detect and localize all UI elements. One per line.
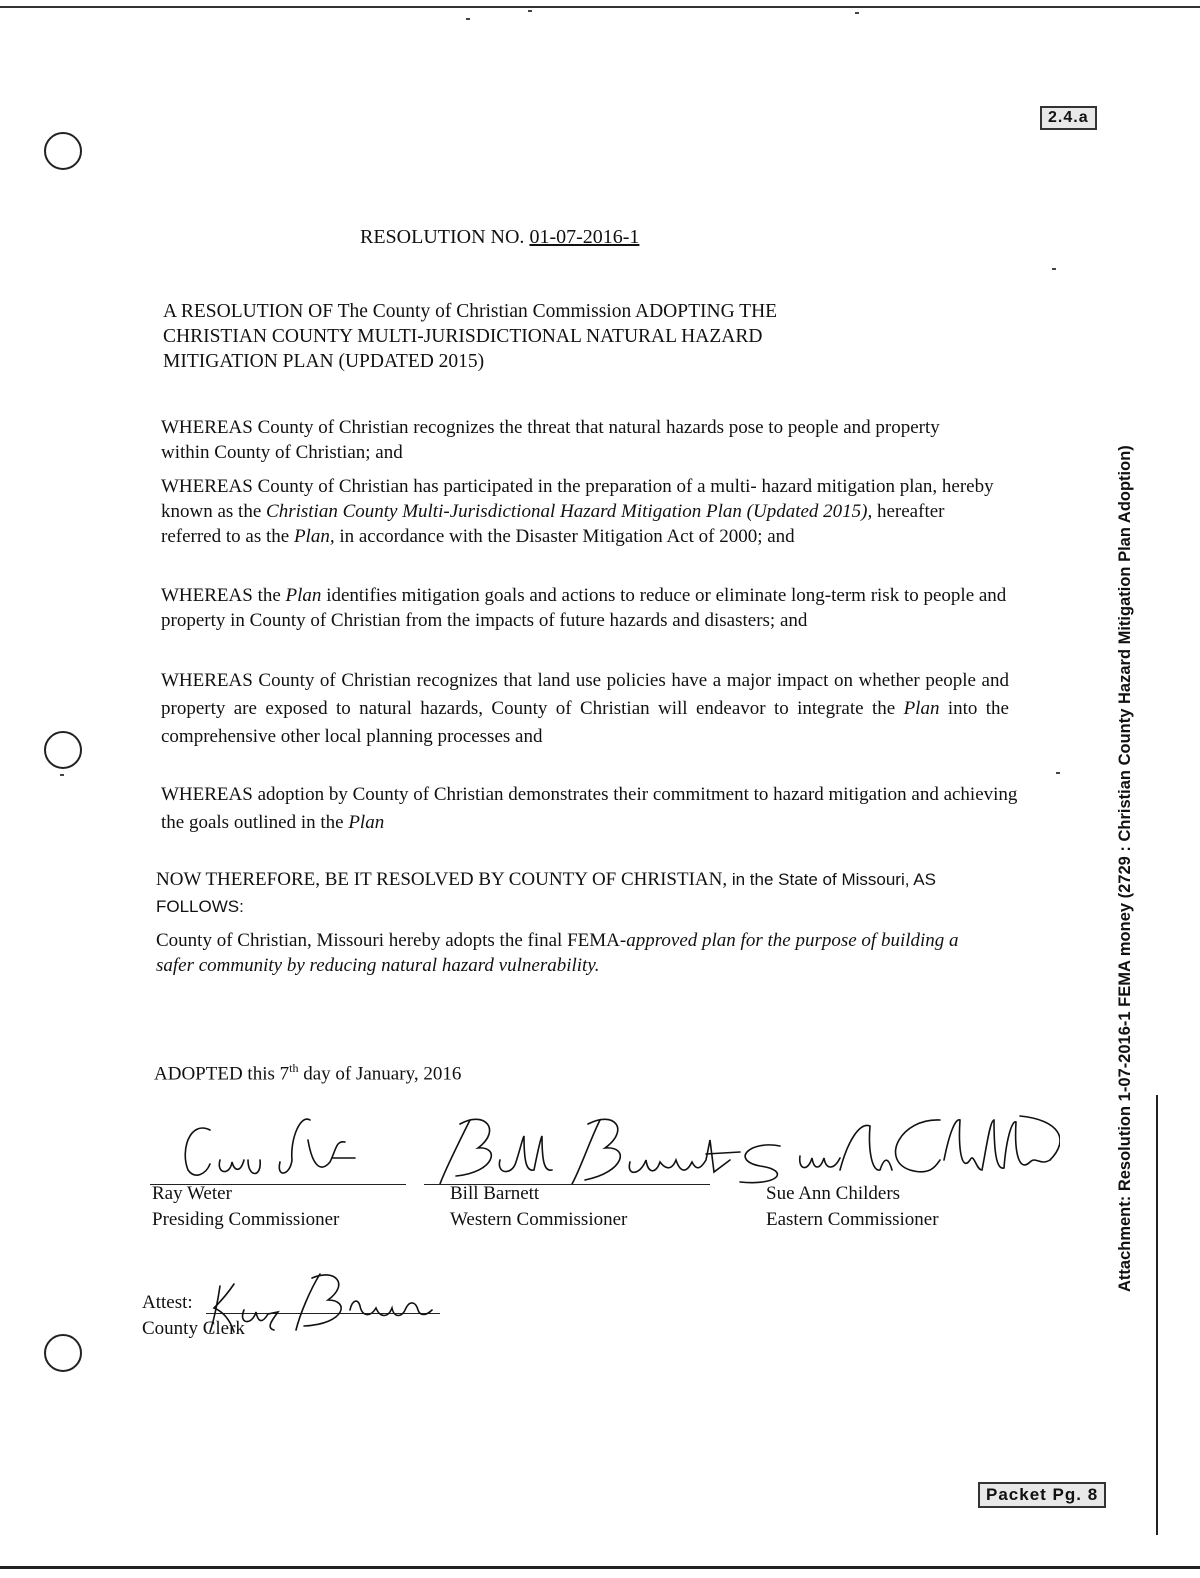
clerk-signature-image <box>200 1260 450 1340</box>
scan-border-top <box>0 6 1200 8</box>
adopted-text: ADOPTED this 7 <box>154 1063 290 1085</box>
signatory-title: Presiding Commissioner <box>152 1209 340 1230</box>
heading-line: CHRISTIAN COUNTY MULTI-JURISDICTIONAL NATURAL HAZARD <box>163 326 763 347</box>
resolution-number: 01-07-2016-1 <box>529 226 640 248</box>
attest-title: County Clerk <box>142 1318 245 1339</box>
scan-margin-line <box>1156 1095 1158 1535</box>
scan-speck <box>466 18 470 20</box>
paragraph-text: into the comprehensive other local planning processes and <box>161 698 1009 747</box>
signatory-block-3 <box>766 1181 939 1233</box>
signatory-name: Bill Barnett <box>450 1183 540 1204</box>
resolution-label: RESOLUTION NO. <box>360 226 525 248</box>
whereas-paragraph-4 <box>161 667 1009 751</box>
plan-title: Christian County Multi-Jurisdictional Hazard Mitigation Plan (Updated 2015), <box>266 501 873 522</box>
paragraph-text: County of Christian, Missouri hereby adopts the final FEMA- <box>156 930 627 951</box>
adopted-date <box>154 1056 461 1086</box>
resolved-text-sans: in the State of Missouri, AS FOLLOWS: <box>156 870 936 916</box>
scan-speck <box>1052 268 1056 270</box>
paragraph-text: WHEREAS County of Christian has participated in the preparation of a multi- hazard mitigation plan, hereby known as the <box>161 476 994 522</box>
signatory-title: Western Commissioner <box>450 1209 628 1230</box>
whereas-paragraph-1 <box>161 415 981 465</box>
packet-page-stamp: Packet Pg. 8 <box>978 1482 1106 1508</box>
signatory-name: Ray Weter <box>152 1183 232 1204</box>
paragraph-text: in accordance with the Disaster Mitigation Act of 2000; and <box>334 526 795 547</box>
punch-hole-icon <box>44 1334 82 1372</box>
scan-speck <box>1056 772 1060 774</box>
paragraph-text: WHEREAS adoption by County of Christian demonstrates their commitment to hazard mitigation and achieving the goals outlined in the <box>161 784 1018 833</box>
plan-reference: Plan, <box>293 526 335 547</box>
resolution-heading <box>163 299 883 374</box>
paragraph-text: WHEREAS County of Christian recognizes that land use policies have a major impact on whether people and property are exposed to natural hazards, County of Christian will endeavor to integrate the <box>161 670 1009 719</box>
punch-hole-icon <box>44 132 82 170</box>
signatory-name: Sue Ann Childers <box>766 1183 901 1204</box>
resolved-clause <box>156 866 956 920</box>
agenda-item-stamp: 2.4.a <box>1040 106 1097 130</box>
resolved-text: NOW THEREFORE, BE IT RESOLVED BY COUNTY OF CHRISTIAN, <box>156 869 728 890</box>
scan-border-bottom <box>0 1566 1200 1569</box>
scan-speck <box>855 12 859 14</box>
paragraph-text: identifies mitigation goals and actions to reduce or eliminate long-term risk to people and property in County of Christian from the impacts of future hazards and disasters; and <box>161 585 1007 631</box>
attachment-sidebar-label: Attachment: Resolution 1-07-2016-1 FEMA money (2729 : Christian County Hazard Mitigation Plan Adoption) <box>1116 445 1134 1292</box>
heading-line: A RESOLUTION OF The County of Christian Commission ADOPTING THE <box>163 301 778 322</box>
plan-reference: Plan <box>285 585 322 606</box>
ordinal-suffix: th <box>289 1061 299 1075</box>
plan-reference: Plan <box>903 698 940 719</box>
paragraph-italic-text: approved plan for the purpose of building a safer community by reducing natural hazard vulnerability. <box>156 930 959 976</box>
plan-reference: Plan <box>348 812 385 833</box>
signatory-block-1 <box>152 1181 339 1233</box>
whereas-paragraph-3 <box>161 583 1016 633</box>
scan-speck <box>60 774 64 776</box>
whereas-paragraph-5 <box>161 781 1021 837</box>
paragraph-text: hereafter referred to as the <box>161 501 945 547</box>
attest-label: Attest: <box>142 1292 193 1313</box>
paragraph-text: WHEREAS the <box>161 585 286 606</box>
paragraph-text: WHEREAS County of Christian recognizes the threat that natural hazards pose to people and property within County of Christian; and <box>161 417 940 463</box>
adopted-text: day of January, 2016 <box>298 1063 462 1085</box>
signatory-title: Eastern Commissioner <box>766 1209 939 1230</box>
heading-line: MITIGATION PLAN (UPDATED 2015) <box>163 351 485 372</box>
whereas-paragraph-2 <box>161 474 1001 549</box>
signatory-block-2 <box>450 1181 627 1233</box>
scan-speck <box>528 10 532 12</box>
resolved-body <box>156 928 986 978</box>
punch-hole-icon <box>44 731 82 769</box>
resolution-title <box>360 226 639 249</box>
